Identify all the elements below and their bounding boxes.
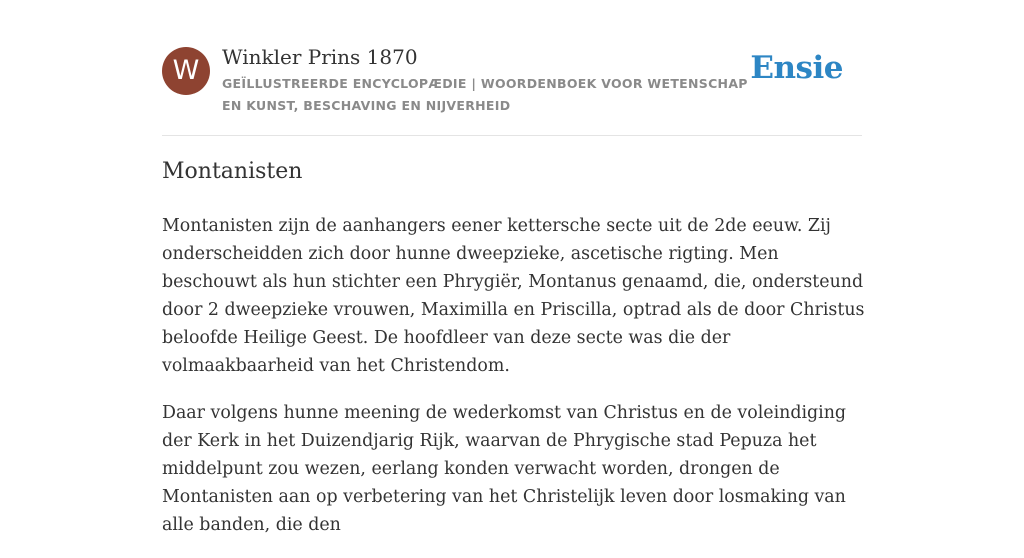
article-paragraph: Daar volgens hunne meening de wederkomst van Christus en de voleindiging der Kerk in het Duizendjarig Rijk, waarvan de Phrygische stad Pepuza het middelpunt zou wezen, eerlang konden verwacht worden, drongen de Montanisten aan op verbetering van het Christelijk leven door losmaking van alle banden, die den [162, 403, 847, 535]
article-paragraph: Montanisten zijn de aanhangers eener kettersche secte uit de 2de eeuw. Zij onderscheidden zich door hunne dweepzieke, ascetische rigting. Men beschouwt als hun stichter een Phrygiër, Montanus genaamd, die, ondersteund door 2 dweepzieke vrouwen, Maximilla en Priscilla, optrad als de door Christus beloofde Heilige Geest. De hoofdleer van deze secte was die der volmaakbaarheid van het Christendom. [162, 216, 865, 376]
source-title[interactable]: Winkler Prins 1870 [222, 45, 418, 69]
brand-logo[interactable]: Ensie [750, 50, 843, 86]
source-subtitle: GEÏLLUSTREERDE ENCYCLOPÆDIE | WOORDENBOEK VOOR WETENSCHAP EN KUNST, BESCHAVING EN NIJVERHEID [222, 76, 748, 113]
source-header [162, 0, 862, 136]
source-avatar[interactable]: W [162, 47, 210, 95]
article-title: Montanisten [162, 159, 303, 184]
content-container [162, 0, 865, 535]
article-body [162, 212, 874, 558]
